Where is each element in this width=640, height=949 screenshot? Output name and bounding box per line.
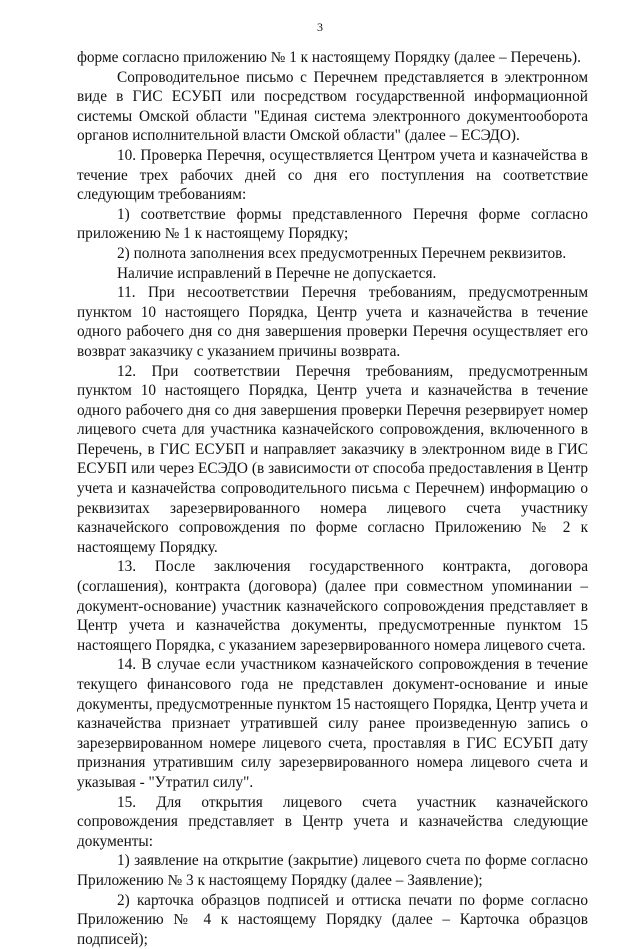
paragraph-no-corrections: Наличие исправлений в Перечне не допускается. [117,264,437,282]
paragraph-clause-10-item-1: 1) соответствие формы представленного Перечня форме согласно приложению № 1 к настоящему Порядку; [77,205,588,243]
page-number: 3 [317,20,323,34]
paragraph-continuation: форме согласно приложению № 1 к настоящему Порядку (далее – Перечень). [77,49,581,66]
paragraph-clause-12: 12. При соответствии Перечня требованиям, предусмотренным пунктом 10 настоящего Порядка, Центр учета и казначейства в течение одного рабочего дня со дня завершения проверки Перечня резервирует номер лицевого счета для участника казначейского сопровождения, включенного в Перечень, в ГИС ЕСУБП и направляет заказчику в электронном виде в ГИС ЕСУБП или через ЕСЭДО (в зависимости от способа предоставления в Центр учета и казначейства сопроводительного письма с Перечнем) информацию о реквизитах зарезервированного номера лицевого счета участнику казначейского сопровождения по форме согласно Приложению № 2 к настоящему Порядку. [77,362,588,556]
paragraph-clause-15: 15. Для открытия лицевого счета участник казначейского сопровождения представляет в Центр учета и казначейства следующие документы: [77,793,588,850]
paragraph-clause-13: 13. После заключения государственного контракта, договора (соглашения), контракта (договора) (далее при совместном упоминании – документ-основание) участник казначейского сопровождения представляет в Центр учета и казначейства документы, предусмотренные пунктом 15 настоящего Порядка, с указанием зарезервированного номера лицевого счета. [77,558,588,654]
paragraph-clause-15-item-1: 1) заявление на открытие (закрытие) лицевого счета по форме согласно Приложению № 3 к настоящему Порядку (далее – Заявление); [77,852,588,889]
paragraph-clause-11: 11. При несоответствии Перечня требованиям, предусмотренным пунктом 10 настоящего Порядка, Центр учета и казначейства в течение одного рабочего дня со дня завершения проверки Перечня осуществляет его возврат заказчику с указанием причины возврата. [77,284,588,360]
paragraph-clause-10: 10. Проверка Перечня, осуществляется Центром учета и казначейства в течение трех рабочих дней со дня его поступления на соответствие следующим требованиям: [77,146,588,204]
paragraph-clause-14: 14. В случае если участником казначейского сопровождения в течение текущего финансового года не представлен документ-основание и иные документы, предусмотренные пунктом 15 настоящего Порядка, Центр учета и казначейства признает утратившей силу ранее произведенную запись о зарезервированном номере лицевого счета, проставляя в ГИС ЕСУБП дату признания утратившим силу зарезервированного номера лицевого счета и указывая - "Утратил силу". [77,656,588,791]
paragraph-cover-letter: Сопроводительное письмо с Перечнем представляется в электронном виде в ГИС ЕСУБП или посредством государственной информационной системы Омской области "Единая система электронного документооборота органов исполнительной власти Омской области" (далее – ЕСЭДО). [77,68,588,145]
document-body [77,48,588,949]
paragraph-clause-10-item-2: 2) полнота заполнения всех предусмотренных Перечнем реквизитов. [117,244,567,262]
paragraph-clause-15-item-2: 2) карточка образцов подписей и оттиска печати по форме согласно Приложению № 4 к настоящему Порядку (далее – Карточка образцов подписей); [77,891,588,948]
